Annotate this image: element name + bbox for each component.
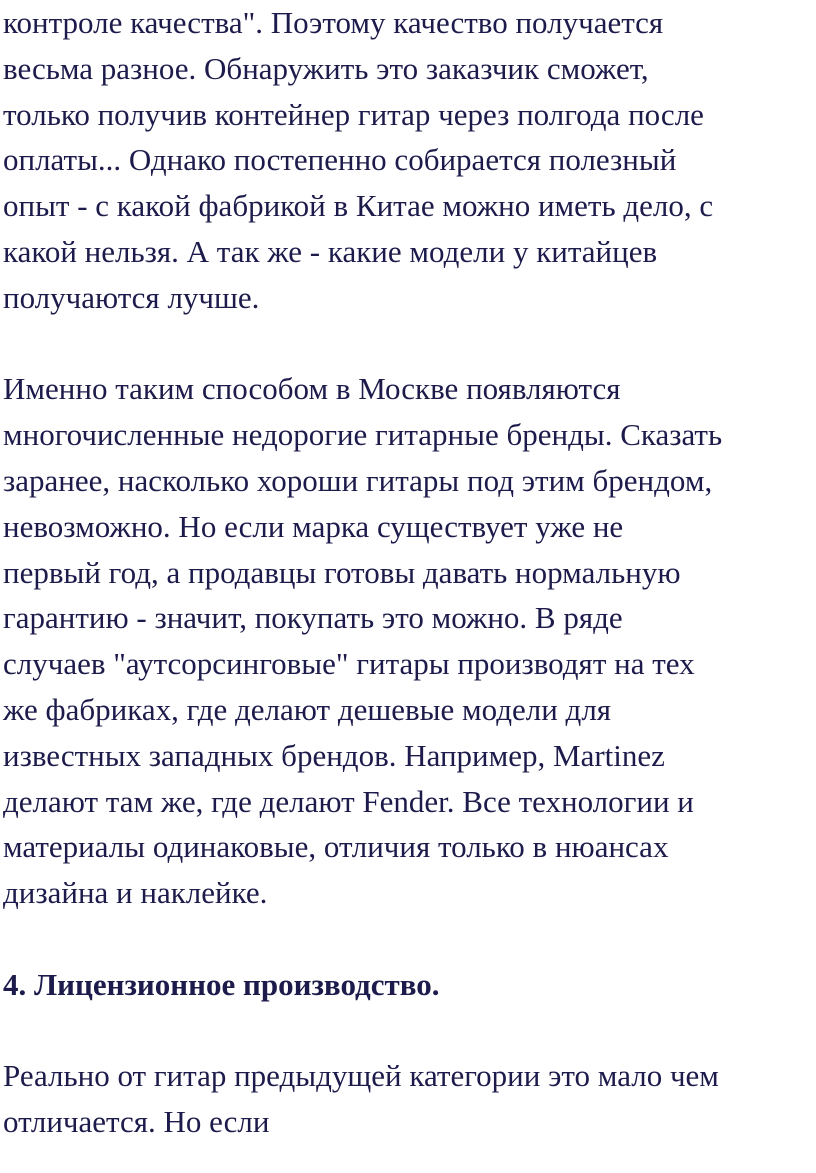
text-line: опыт - с какой фабрикой в Китае можно иметь дело, с: [3, 188, 714, 224]
paragraph-spacer: [3, 321, 815, 367]
text-line: первый год, а продавцы готовы давать нормальную: [3, 554, 681, 590]
text-line: контроле качества". Поэтому качество получается: [3, 5, 664, 40]
text-line: заранее, насколько хороши гитары под этим брендом,: [3, 462, 713, 498]
text-line: делают там же, где делают Fender. Все технологии и: [3, 783, 694, 819]
paragraph-spacer: [3, 1008, 815, 1054]
paragraph-moscow-brands: [3, 366, 815, 916]
section-heading: 4. Лицензионное производство.: [3, 966, 440, 1002]
text-line: оплаты... Однако постепенно собирается полезный: [3, 142, 677, 178]
text-line: Реально от гитар предыдущей категории это мало чем: [3, 1058, 719, 1094]
text-line: же фабриках, где делают дешевые модели для: [3, 691, 612, 727]
paragraph-quality-variance: [3, 0, 815, 321]
text-line: материалы одинаковые, отличия только в нюансах: [3, 829, 669, 865]
text-line: известных западных брендов. Например, Martinez: [3, 737, 665, 773]
text-line: многочисленные недорогие гитарные бренды. Сказать: [3, 417, 723, 453]
text-line: Именно таким способом в Москве появляются: [3, 371, 621, 407]
paragraph-spacer: [3, 916, 815, 962]
text-line: дизайна и наклейке.: [3, 875, 268, 911]
paragraph-licensed-production: [3, 1053, 815, 1145]
text-line: только получив контейнер гитар через полгода после: [3, 96, 704, 132]
text-line: невозможно. Но если марка существует уже не: [3, 508, 624, 544]
text-line: гарантию - значит, покупать это можно. В ряде: [3, 600, 623, 636]
text-line: отличается. Но если: [3, 1104, 270, 1140]
document-page: [3, 0, 815, 1145]
text-line: случаев "аутсорсинговые" гитары производят на тех: [3, 646, 695, 682]
text-line: получаются лучше.: [3, 279, 260, 315]
text-line: какой нельзя. А так же - какие модели у китайцев: [3, 233, 658, 269]
text-line: весьма разное. Обнаружить это заказчик сможет,: [3, 50, 649, 86]
